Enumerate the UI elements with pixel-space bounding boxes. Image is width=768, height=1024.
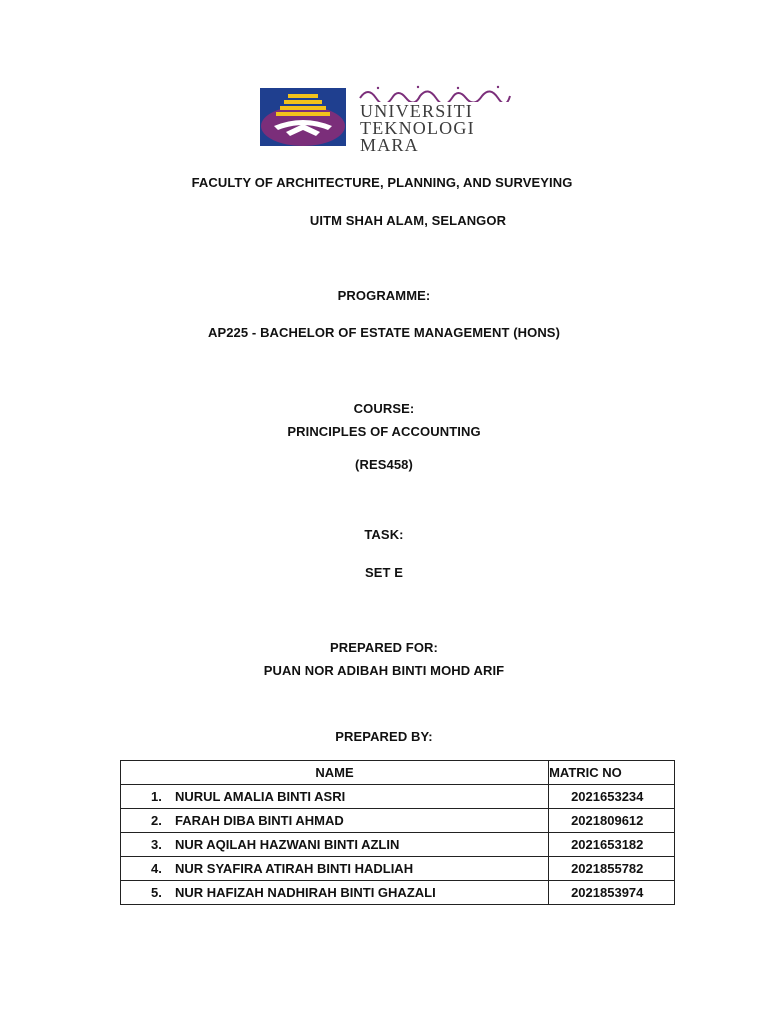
- members-table: [120, 760, 675, 905]
- member-name-cell: [121, 809, 549, 833]
- member-name-cell: [121, 857, 549, 881]
- logo-line-2: TEKNOLOGI: [360, 118, 475, 138]
- member-matric: 2021653234: [549, 785, 675, 809]
- member-name: FARAH DIBA BINTI AHMAD: [175, 813, 344, 828]
- member-name: NUR AQILAH HAZWANI BINTI AZLIN: [175, 837, 400, 852]
- course-code: (RES458): [355, 457, 413, 472]
- prepared-for-value: PUAN NOR ADIBAH BINTI MOHD ARIF: [263, 663, 505, 678]
- member-number: 4.: [151, 861, 162, 876]
- campus-title: UITM SHAH ALAM, SELANGOR: [309, 213, 507, 228]
- member-number: 3.: [151, 837, 162, 852]
- prepared-for-label: PREPARED FOR:: [330, 640, 438, 655]
- course-label: COURSE:: [353, 401, 415, 416]
- logo-line-3: MARA: [360, 135, 419, 155]
- member-number: 1.: [151, 789, 162, 804]
- logo-line-1: UNIVERSITI: [360, 101, 473, 121]
- prepared-by-label: PREPARED BY:: [335, 729, 433, 744]
- member-number: 2.: [151, 813, 162, 828]
- table-header-row: [121, 761, 675, 785]
- member-name: NUR HAFIZAH NADHIRAH BINTI GHAZALI: [175, 885, 436, 900]
- jawi-script-icon: [358, 84, 512, 102]
- name-column-header: NAME: [121, 761, 549, 785]
- programme-value: AP225 - BACHELOR OF ESTATE MANAGEMENT (HONS): [207, 325, 561, 340]
- uitm-crest-icon: [258, 86, 358, 148]
- programme-label: PROGRAMME:: [337, 288, 431, 303]
- table-row: [121, 809, 675, 833]
- member-name: NURUL AMALIA BINTI ASRI: [175, 789, 346, 804]
- matric-column-header: MATRIC NO: [549, 761, 675, 785]
- member-matric: 2021653182: [549, 833, 675, 857]
- member-number: 5.: [151, 885, 162, 900]
- member-name-cell: [121, 833, 549, 857]
- member-name-cell: [121, 785, 549, 809]
- table-row: [121, 785, 675, 809]
- table-row: [121, 881, 675, 905]
- member-matric: 2021853974: [549, 881, 675, 905]
- member-matric: 2021809612: [549, 809, 675, 833]
- course-name: PRINCIPLES OF ACCOUNTING: [287, 424, 481, 439]
- member-name-cell: [121, 881, 549, 905]
- table-row: [121, 857, 675, 881]
- task-value: SET E: [364, 565, 404, 580]
- task-label: TASK:: [364, 527, 404, 542]
- faculty-title: FACULTY OF ARCHITECTURE, PLANNING, AND SURVEYING: [191, 175, 573, 190]
- member-name: NUR SYAFIRA ATIRAH BINTI HADLIAH: [175, 861, 414, 876]
- member-matric: 2021855782: [549, 857, 675, 881]
- table-row: [121, 833, 675, 857]
